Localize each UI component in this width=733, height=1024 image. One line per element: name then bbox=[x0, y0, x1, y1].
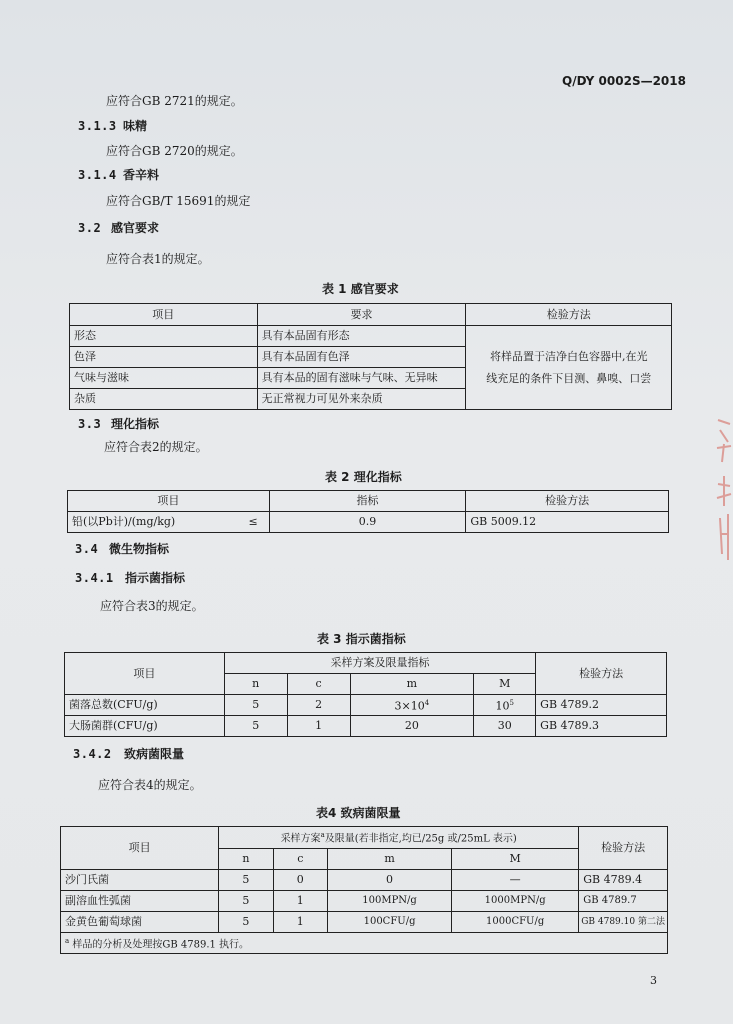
table-cell: 杂质 bbox=[70, 389, 258, 410]
footnote-row bbox=[61, 933, 668, 954]
table-row bbox=[65, 716, 667, 737]
sub-header: n bbox=[224, 674, 287, 695]
paragraph: 应符合GB 2721的规定。 bbox=[106, 94, 243, 108]
table-header: 项目 bbox=[70, 304, 258, 326]
table-cell: GB 4789.3 bbox=[536, 716, 667, 737]
section-title: 指示菌指标 bbox=[125, 571, 186, 585]
table-cell: 2 bbox=[287, 695, 350, 716]
table-cell: 无正常视力可见外来杂质 bbox=[257, 389, 466, 410]
sub-header: c bbox=[287, 674, 350, 695]
sub-header: m bbox=[350, 674, 474, 695]
table-cell: 形态 bbox=[70, 326, 258, 347]
table-cell: 金黄色葡萄球菌 bbox=[61, 912, 219, 933]
table-header: 项目 bbox=[68, 491, 270, 512]
table-cell: 沙门氏菌 bbox=[61, 870, 219, 891]
table-cell: 0.9 bbox=[269, 512, 466, 533]
table-cell bbox=[350, 695, 474, 716]
table-caption: 表 1 感官要求 bbox=[322, 282, 399, 296]
table-cell: 0 bbox=[328, 870, 452, 891]
method-line: 将样品置于洁净白色容器中,在光 bbox=[489, 349, 648, 363]
section-title: 致病菌限量 bbox=[124, 747, 185, 761]
table-cell: 5 bbox=[219, 891, 273, 912]
table-header: 检验方法 bbox=[536, 653, 667, 695]
paragraph: 应符合表3的规定。 bbox=[100, 599, 204, 613]
table-header: 指标 bbox=[269, 491, 466, 512]
table-row bbox=[61, 870, 668, 891]
sub-header: M bbox=[474, 674, 536, 695]
section-number: 3.1.4 bbox=[78, 168, 117, 182]
table-cell: 30 bbox=[474, 716, 536, 737]
table-cell: 0 bbox=[273, 870, 327, 891]
table-header: 检验方法 bbox=[579, 827, 668, 870]
section-number: 3.3 bbox=[78, 417, 102, 431]
table-header: 检验方法 bbox=[466, 304, 672, 326]
table-cell: 5 bbox=[219, 912, 273, 933]
exponent: 5 bbox=[509, 699, 514, 708]
table-cell: ≤ bbox=[237, 512, 269, 533]
table-cell: 铅(以Pb计)/(mg/kg) bbox=[68, 512, 238, 533]
section-number: 3.1.3 bbox=[78, 119, 117, 133]
section-title: 理化指标 bbox=[111, 417, 160, 431]
table-cell: 1 bbox=[273, 891, 327, 912]
table-cell: 5 bbox=[224, 716, 287, 737]
paragraph: 应符合GB/T 15691的规定 bbox=[106, 194, 251, 208]
table-caption: 表4 致病菌限量 bbox=[316, 806, 401, 820]
section-title: 香辛料 bbox=[123, 168, 160, 182]
footnote-text: 样品的分析及处理按GB 4789.1 执行。 bbox=[72, 939, 250, 951]
sub-header: M bbox=[452, 849, 579, 870]
section-title: 微生物指标 bbox=[109, 542, 170, 556]
paragraph: 应符合表4的规定。 bbox=[98, 778, 202, 792]
section-number: 3.2 bbox=[78, 221, 102, 235]
section-number: 3.4.2 bbox=[73, 747, 112, 761]
sub-header: c bbox=[273, 849, 327, 870]
table-header: 采样方案及限量指标 bbox=[224, 653, 535, 674]
section-number: 3.4.1 bbox=[75, 571, 114, 585]
sub-header: n bbox=[219, 849, 273, 870]
value: 10 bbox=[495, 699, 510, 713]
table-cell: 5 bbox=[224, 695, 287, 716]
table-cell: 1000MPN/g bbox=[452, 891, 579, 912]
footnote-marker: a bbox=[320, 831, 325, 840]
table-cell: 色泽 bbox=[70, 347, 258, 368]
table-cell: 5 bbox=[219, 870, 273, 891]
table-caption: 表 2 理化指标 bbox=[325, 470, 402, 484]
section-number: 3.4 bbox=[75, 542, 99, 556]
table-cell bbox=[474, 695, 536, 716]
paragraph: 应符合表2的规定。 bbox=[104, 440, 208, 454]
table-cell: 100CFU/g bbox=[328, 912, 452, 933]
footnote-marker: a bbox=[65, 936, 70, 945]
table-row bbox=[70, 326, 672, 347]
sensory-table bbox=[69, 303, 672, 410]
table-cell: 1 bbox=[287, 716, 350, 737]
table-cell: 具有本品固有形态 bbox=[257, 326, 466, 347]
table-header: 检验方法 bbox=[466, 491, 669, 512]
method-line: 线充足的条件下目测、鼻嗅、口尝 bbox=[486, 371, 652, 385]
table-header: 项目 bbox=[65, 653, 225, 695]
table-caption: 表 3 指示菌指标 bbox=[317, 632, 406, 646]
table-header: 项目 bbox=[61, 827, 219, 870]
table-cell: 1000CFU/g bbox=[452, 912, 579, 933]
paragraph: 应符合GB 2720的规定。 bbox=[106, 144, 243, 158]
method-cell bbox=[466, 326, 672, 410]
table-row bbox=[65, 695, 667, 716]
table-cell: 气味与滋味 bbox=[70, 368, 258, 389]
table-cell: — bbox=[452, 870, 579, 891]
value: 3×10 bbox=[394, 699, 425, 713]
plan-label-tail: 及限量(若非指定,均已/25g 或/25mL 表示) bbox=[324, 833, 517, 845]
doc-code: Q/DY 0002S—2018 bbox=[562, 74, 686, 88]
table-row bbox=[68, 512, 669, 533]
table-cell: 大肠菌群(CFU/g) bbox=[65, 716, 225, 737]
indicator-table bbox=[64, 652, 667, 737]
paragraph: 应符合表1的规定。 bbox=[106, 252, 210, 266]
table-cell: 1 bbox=[273, 912, 327, 933]
seal-stamp-fragment bbox=[714, 414, 733, 570]
pathogen-table bbox=[60, 826, 668, 954]
table-cell: GB 4789.7 bbox=[579, 891, 668, 912]
footnote-cell bbox=[61, 933, 668, 954]
plan-label: 采样方案 bbox=[280, 833, 321, 845]
table-cell: GB 4789.4 bbox=[579, 870, 668, 891]
table-cell: 具有本品的固有滋味与气味、无异味 bbox=[257, 368, 466, 389]
exponent: 4 bbox=[424, 699, 430, 708]
seal-stamp-icon bbox=[714, 414, 733, 564]
table-cell: GB 5009.12 bbox=[466, 512, 669, 533]
table-header: 要求 bbox=[257, 304, 466, 326]
table-cell: 具有本品固有色泽 bbox=[257, 347, 466, 368]
table-header bbox=[219, 827, 579, 849]
section-title: 味精 bbox=[123, 119, 148, 133]
table-row bbox=[61, 912, 668, 933]
sub-header: m bbox=[328, 849, 452, 870]
section-title: 感官要求 bbox=[111, 221, 160, 235]
physicochemical-table bbox=[67, 490, 669, 533]
table-row bbox=[61, 891, 668, 912]
table-cell: 20 bbox=[350, 716, 474, 737]
table-cell: 副溶血性弧菌 bbox=[61, 891, 219, 912]
table-cell: GB 4789.10 第二法 bbox=[579, 912, 668, 933]
table-cell: 菌落总数(CFU/g) bbox=[65, 695, 225, 716]
page-number: 3 bbox=[650, 974, 657, 987]
table-cell: GB 4789.2 bbox=[536, 695, 667, 716]
table-cell: 100MPN/g bbox=[328, 891, 452, 912]
